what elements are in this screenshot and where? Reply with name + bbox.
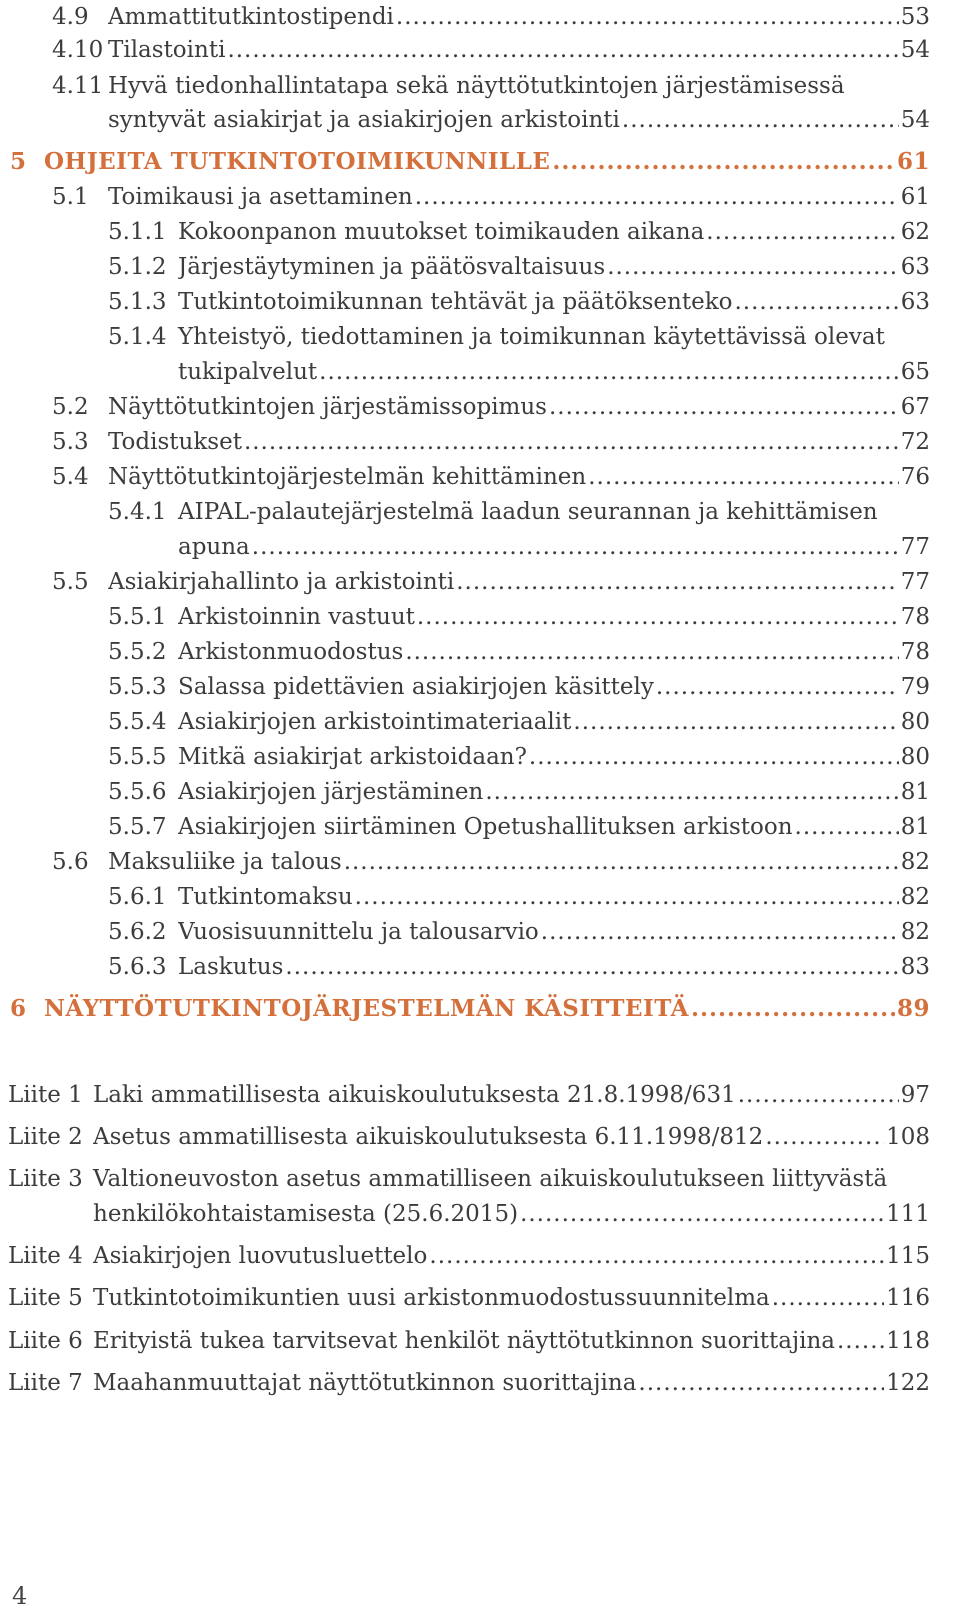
toc-entry[interactable] [0, 69, 960, 103]
appendix-title: Erityistä tukea tarvitsevat henkilöt näyttötutkinnon suorittajina [93, 1328, 835, 1354]
toc-entry[interactable] [0, 215, 960, 249]
leader-dots [520, 1197, 884, 1231]
leader-dots [396, 0, 899, 34]
leader-dots [691, 992, 895, 1026]
chapter-page: 89 [896, 995, 930, 1022]
appendix-number: Liite 1 [8, 1082, 83, 1108]
entry-number: 5.6 [52, 849, 89, 875]
entry-page: 82 [900, 884, 930, 910]
entry-title: Asiakirjojen siirtäminen Opetushallituksen arkistoon [178, 814, 793, 840]
leader-dots [656, 670, 899, 704]
leader-dots [244, 425, 899, 459]
leader-dots [227, 33, 898, 67]
toc-entry[interactable] [0, 880, 960, 914]
entry-title: Arkistoinnin vastuut [178, 604, 415, 630]
entry-page: 65 [900, 359, 930, 385]
appendix-number: Liite 6 [8, 1328, 83, 1354]
toc-entry[interactable] [0, 0, 960, 34]
entry-title: syntyvät asiakirjat ja asiakirjojen arkistointi [108, 107, 620, 133]
leader-dots [417, 600, 899, 634]
entry-page: 82 [900, 849, 930, 875]
entry-title: Maksuliike ja talous [108, 849, 342, 875]
entry-title: Kokoonpanon muutokset toimikauden aikana [178, 219, 705, 245]
entry-page: 78 [900, 639, 930, 665]
leader-dots [607, 250, 899, 284]
entry-title: Näyttötutkintojen järjestämissopimus [108, 394, 547, 420]
entry-title: Tutkintomaksu [178, 884, 353, 910]
leader-dots [252, 530, 899, 564]
entry-title: Laskutus [178, 954, 284, 980]
entry-title: Järjestäytyminen ja päätösvaltaisuus [178, 254, 606, 280]
toc-appendix[interactable] [0, 1281, 960, 1315]
toc-entry[interactable] [0, 635, 960, 669]
entry-number: 5.5.7 [108, 814, 167, 840]
entry-number: 5.5.3 [108, 674, 167, 700]
toc-appendix[interactable] [0, 1239, 960, 1273]
leader-dots [456, 565, 898, 599]
entry-title: Vuosisuunnittelu ja talousarvio [178, 919, 539, 945]
leader-dots [549, 390, 899, 424]
toc-appendix[interactable] [0, 1120, 960, 1154]
entry-page: 54 [900, 107, 930, 133]
toc-appendix[interactable] [0, 1366, 960, 1400]
entry-page: 53 [900, 4, 930, 30]
toc-entry[interactable] [0, 600, 960, 634]
toc-chapter[interactable] [0, 145, 960, 179]
leader-dots [638, 1366, 884, 1400]
leader-dots [344, 845, 899, 879]
entry-page: 76 [900, 464, 930, 490]
leader-dots [552, 145, 895, 179]
entry-title: Ammattitutkintostipendi [108, 4, 394, 30]
leader-dots [541, 915, 899, 949]
entry-page: 77 [900, 534, 930, 560]
entry-number: 5.6.1 [108, 884, 167, 910]
appendix-page: 118 [886, 1328, 930, 1354]
toc-appendix[interactable] [0, 1162, 960, 1196]
entry-title-line: Yhteistyö, tiedottaminen ja toimikunnan käytettävissä olevat [178, 324, 885, 350]
appendix-number: Liite 5 [8, 1285, 83, 1311]
entry-number: 5.1.1 [108, 219, 167, 245]
leader-dots [735, 285, 899, 319]
toc-appendix[interactable] [0, 1324, 960, 1358]
toc-entry[interactable] [0, 810, 960, 844]
entry-number: 4.9 [52, 4, 89, 30]
entry-number: 4.11 [52, 73, 104, 99]
toc-entry[interactable] [0, 250, 960, 284]
appendix-title: Laki ammatillisesta aikuiskoulutuksesta 21.8.1998/631 [93, 1082, 736, 1108]
entry-page: 54 [900, 37, 930, 63]
entry-page: 77 [900, 569, 930, 595]
appendix-number: Liite 3 [8, 1166, 83, 1192]
entry-number: 5.4.1 [108, 499, 167, 525]
toc-chapter[interactable] [0, 992, 960, 1026]
entry-title: Asiakirjahallinto ja arkistointi [108, 569, 455, 595]
entry-number: 5.1.2 [108, 254, 167, 280]
toc-appendix-continuation[interactable] [0, 1197, 960, 1231]
entry-title: tukipalvelut [178, 359, 318, 385]
appendix-title: Maahanmuuttajat näyttötutkinnon suorittajina [93, 1370, 637, 1396]
toc-entry[interactable] [0, 425, 960, 459]
leader-dots [415, 180, 899, 214]
leader-dots [837, 1324, 884, 1358]
entry-title: Todistukset [108, 429, 242, 455]
entry-title: Asiakirjojen arkistointimateriaalit [178, 709, 572, 735]
entry-number: 5.5.6 [108, 779, 167, 805]
toc-entry[interactable] [0, 950, 960, 984]
entry-page: 62 [900, 219, 930, 245]
leader-dots [588, 460, 899, 494]
chapter-page: 61 [896, 148, 930, 175]
entry-number: 5.1.4 [108, 324, 167, 350]
entry-number: 4.10 [52, 37, 104, 63]
entry-page: 82 [900, 919, 930, 945]
toc-entry-continuation[interactable] [0, 530, 960, 564]
entry-title: Mitkä asiakirjat arkistoidaan? [178, 744, 527, 770]
leader-dots [285, 950, 898, 984]
entry-title: Näyttötutkintojärjestelmän kehittäminen [108, 464, 587, 490]
entry-title: Tilastointi [108, 37, 226, 63]
entry-number: 5.3 [52, 429, 89, 455]
chapter-number: 5 [10, 148, 27, 175]
leader-dots [405, 635, 898, 669]
leader-dots [772, 1281, 884, 1315]
entry-title: Toimikausi ja asettaminen [108, 184, 413, 210]
page-number: 4 [12, 1582, 28, 1610]
appendix-page: 111 [886, 1201, 930, 1227]
leader-dots [795, 810, 899, 844]
toc-entry[interactable] [0, 180, 960, 214]
toc-entry[interactable] [0, 320, 960, 354]
leader-dots [319, 355, 899, 389]
leader-dots [485, 775, 898, 809]
appendix-title: Asetus ammatillisesta aikuiskoulutuksesta 6.11.1998/812 [93, 1124, 764, 1150]
leader-dots [573, 705, 898, 739]
toc-entry[interactable] [0, 33, 960, 67]
appendix-number: Liite 7 [8, 1370, 83, 1396]
toc-entry[interactable] [0, 740, 960, 774]
chapter-title: NÄYTTÖTUTKINTOJÄRJESTELMÄN KÄSITTEITÄ [44, 995, 689, 1022]
leader-dots [429, 1239, 884, 1273]
appendix-title: Asiakirjojen luovutusluettelo [93, 1243, 428, 1269]
appendix-title-line: Valtioneuvoston asetus ammatilliseen aikuiskoulutukseen liittyvästä [93, 1166, 888, 1192]
toc-entry[interactable] [0, 460, 960, 494]
entry-number: 5.6.2 [108, 919, 167, 945]
appendix-page: 115 [886, 1243, 930, 1269]
leader-dots [355, 880, 899, 914]
leader-dots [765, 1120, 884, 1154]
toc-entry[interactable] [0, 390, 960, 424]
entry-number: 5.5.2 [108, 639, 167, 665]
entry-title: Asiakirjojen järjestäminen [178, 779, 484, 805]
toc-entry[interactable] [0, 495, 960, 529]
toc-entry[interactable] [0, 915, 960, 949]
entry-number: 5.6.3 [108, 954, 167, 980]
appendix-title: Tutkintotoimikuntien uusi arkistonmuodostussuunnitelma [93, 1285, 770, 1311]
entry-page: 72 [900, 429, 930, 455]
entry-title: Tutkintotoimikunnan tehtävät ja päätöksenteko [178, 289, 733, 315]
toc-entry[interactable] [0, 775, 960, 809]
entry-page: 81 [900, 779, 930, 805]
entry-page: 63 [900, 289, 930, 315]
toc-entry-continuation[interactable] [0, 355, 960, 389]
entry-page: 67 [900, 394, 930, 420]
entry-number: 5.5.4 [108, 709, 167, 735]
entry-page: 81 [900, 814, 930, 840]
toc-entry[interactable] [0, 285, 960, 319]
toc-entry[interactable] [0, 845, 960, 879]
entry-page: 80 [900, 744, 930, 770]
appendix-page: 97 [900, 1082, 930, 1108]
chapter-number: 6 [10, 995, 27, 1022]
toc-entry[interactable] [0, 705, 960, 739]
entry-number: 5.1.3 [108, 289, 167, 315]
entry-page: 61 [900, 184, 930, 210]
entry-number: 5.5 [52, 569, 89, 595]
chapter-title: OHJEITA TUTKINTOTOIMIKUNNILLE [44, 148, 551, 175]
toc-appendix[interactable] [0, 1078, 960, 1112]
leader-dots [706, 215, 898, 249]
appendix-page: 122 [886, 1370, 930, 1396]
toc-entry[interactable] [0, 670, 960, 704]
entry-page: 63 [900, 254, 930, 280]
appendix-number: Liite 2 [8, 1124, 83, 1150]
entry-page: 78 [900, 604, 930, 630]
entry-title: Arkistonmuodostus [178, 639, 404, 665]
entry-number: 5.1 [52, 184, 89, 210]
leader-dots [738, 1078, 899, 1112]
toc-entry[interactable] [0, 565, 960, 599]
entry-title: apuna [178, 534, 250, 560]
entry-page: 79 [900, 674, 930, 700]
entry-title-line: AIPAL-palautejärjestelmä laadun seurannan ja kehittämisen [178, 499, 878, 525]
appendix-title: henkilökohtaistamisesta (25.6.2015) [93, 1201, 519, 1227]
entry-number: 5.2 [52, 394, 89, 420]
entry-number: 5.5.5 [108, 744, 167, 770]
entry-title: Salassa pidettävien asiakirjojen käsittely [178, 674, 654, 700]
leader-dots [529, 740, 899, 774]
entry-page: 83 [900, 954, 930, 980]
entry-number: 5.5.1 [108, 604, 167, 630]
entry-number: 5.4 [52, 464, 89, 490]
entry-title-line: Hyvä tiedonhallintatapa sekä näyttötutkintojen järjestämisessä [108, 73, 845, 99]
appendix-page: 116 [886, 1285, 930, 1311]
leader-dots [622, 103, 899, 137]
appendix-page: 108 [886, 1124, 930, 1150]
entry-page: 80 [900, 709, 930, 735]
appendix-number: Liite 4 [8, 1243, 83, 1269]
toc-entry-continuation[interactable] [0, 103, 960, 137]
